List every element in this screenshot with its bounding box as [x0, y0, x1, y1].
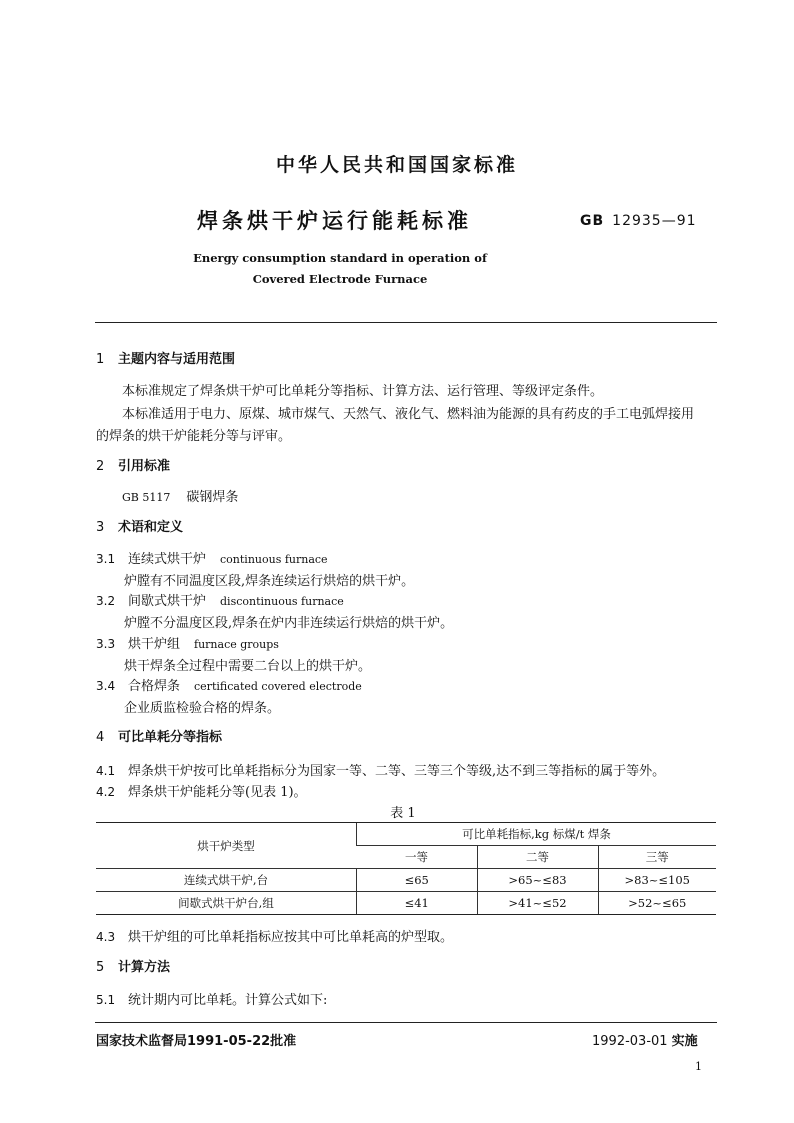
issued-by: 国家技术监督局1991-05-22批准: [96, 1034, 297, 1049]
section-number: 4: [96, 730, 105, 745]
table-header-index: 可比单耗指标,kg 标煤/t 焊条: [357, 823, 717, 846]
term-3-4: [96, 675, 362, 694]
section-number: 5: [96, 960, 105, 975]
table-cell: >83~≤105: [598, 869, 716, 892]
table-header-grade: 一等: [357, 846, 478, 869]
table-cell-type: 连续式烘干炉,台: [96, 869, 357, 892]
national-standard-heading: 中华人民共和国国家标准: [275, 154, 518, 176]
header-rule: [95, 322, 717, 323]
term-3-4-definition: 企业质监检验合格的焊条。: [124, 701, 281, 716]
table-row: [96, 892, 716, 915]
clause-text: 焊条烘干炉能耗分等(见表 1)。: [128, 785, 307, 800]
clause-number: 4.1: [96, 764, 116, 778]
clause-number: 4.2: [96, 785, 116, 799]
term-name: 烘干炉组: [128, 637, 181, 652]
term-english: continuous furnace: [220, 553, 328, 566]
term-english: discontinuous furnace: [220, 595, 344, 608]
standard-code: [580, 213, 697, 229]
term-name: 间歇式烘干炉: [128, 594, 207, 609]
section-number: 1: [96, 352, 105, 367]
term-3-1-definition: 炉膛有不同温度区段,焊条连续运行烘焙的烘干炉。: [124, 574, 415, 589]
section-title: 计算方法: [118, 960, 171, 975]
section-5-heading: [96, 956, 170, 975]
page-number: 1: [695, 1060, 702, 1073]
section-1-paragraph-2a: 本标准适用于电力、原煤、城市煤气、天然气、液化气、燃料油为能源的具有药皮的手工电弧焊接用: [122, 407, 695, 422]
table-header-grade: 三等: [598, 846, 716, 869]
clause-text: 统计期内可比单耗。计算公式如下:: [128, 993, 328, 1008]
section-4-heading: [96, 726, 222, 745]
clause-number: 5.1: [96, 993, 116, 1007]
clause-text: 烘干炉组的可比单耗指标应按其中可比单耗高的炉型取。: [128, 930, 454, 945]
clause-text: 焊条烘干炉按可比单耗指标分为国家一等、二等、三等三个等级,达不到三等指标的属于等外。: [128, 764, 666, 779]
table-cell: >52~≤65: [598, 892, 716, 915]
section-number: 3: [96, 520, 105, 535]
term-3-2-definition: 炉膛不分温度区段,焊条在炉内非连续运行烘焙的烘干炉。: [124, 616, 454, 631]
english-title-line2: Covered Electrode Furnace: [252, 272, 428, 286]
term-3-2: [96, 590, 344, 609]
term-3-3-definition: 烘干焊条全过程中需要二台以上的烘干炉。: [124, 659, 372, 674]
table-cell: >65~≤83: [477, 869, 598, 892]
table-cell-type: 间歇式烘干炉台,组: [96, 892, 357, 915]
document-title: 焊条烘干炉运行能耗标准: [197, 209, 472, 233]
term-number: 3.3: [96, 637, 116, 651]
footer-rule: [95, 1022, 717, 1023]
section-title: 引用标准: [118, 459, 171, 474]
standard-code-number: 12935—91: [612, 213, 697, 229]
table-cell: >41~≤52: [477, 892, 598, 915]
clause-4-2: [96, 781, 307, 800]
effective-label: 实施: [671, 1034, 698, 1049]
section-title: 主题内容与适用范围: [118, 352, 236, 367]
english-title-line1: Energy consumption standard in operation of: [193, 251, 487, 265]
term-number: 3.1: [96, 552, 116, 566]
section-1-paragraph-2b: 的焊条的烘干炉能耗分等与评审。: [96, 429, 292, 444]
term-number: 3.2: [96, 594, 116, 608]
table-cell: ≤41: [357, 892, 478, 915]
term-english: furnace groups: [194, 638, 279, 651]
section-title: 可比单耗分等指标: [118, 730, 223, 745]
section-1-paragraph-1: 本标准规定了焊条烘干炉可比单耗分等指标、计算方法、运行管理、等级评定条件。: [122, 384, 604, 399]
section-3-heading: [96, 516, 183, 535]
term-english: certificated covered electrode: [194, 680, 362, 693]
table-caption: 表 1: [390, 806, 416, 821]
section-number: 2: [96, 459, 105, 474]
table-cell: ≤65: [357, 869, 478, 892]
effective-date: [592, 1030, 698, 1049]
energy-grade-table: [96, 822, 716, 915]
term-name: 连续式烘干炉: [128, 552, 207, 567]
standard-code-prefix: GB: [580, 213, 605, 229]
clause-5-1: [96, 989, 327, 1008]
table-header-type: 烘干炉类型: [96, 823, 357, 869]
term-3-1: [96, 548, 328, 567]
clause-4-3: [96, 926, 453, 945]
term-name: 合格焊条: [128, 679, 181, 694]
section-title: 术语和定义: [118, 520, 184, 535]
reference-title: 碳钢焊条: [186, 490, 239, 505]
clause-4-1: [96, 760, 665, 779]
table-row: [96, 869, 716, 892]
term-number: 3.4: [96, 679, 116, 693]
section-1-heading: [96, 348, 235, 367]
clause-number: 4.3: [96, 930, 116, 944]
term-3-3: [96, 633, 279, 652]
section-2-heading: [96, 455, 170, 474]
reference-standard: [122, 486, 238, 505]
effective-date-value: 1992-03-01: [592, 1034, 668, 1049]
reference-code: GB 5117: [122, 491, 171, 504]
table-header-grade: 二等: [477, 846, 598, 869]
